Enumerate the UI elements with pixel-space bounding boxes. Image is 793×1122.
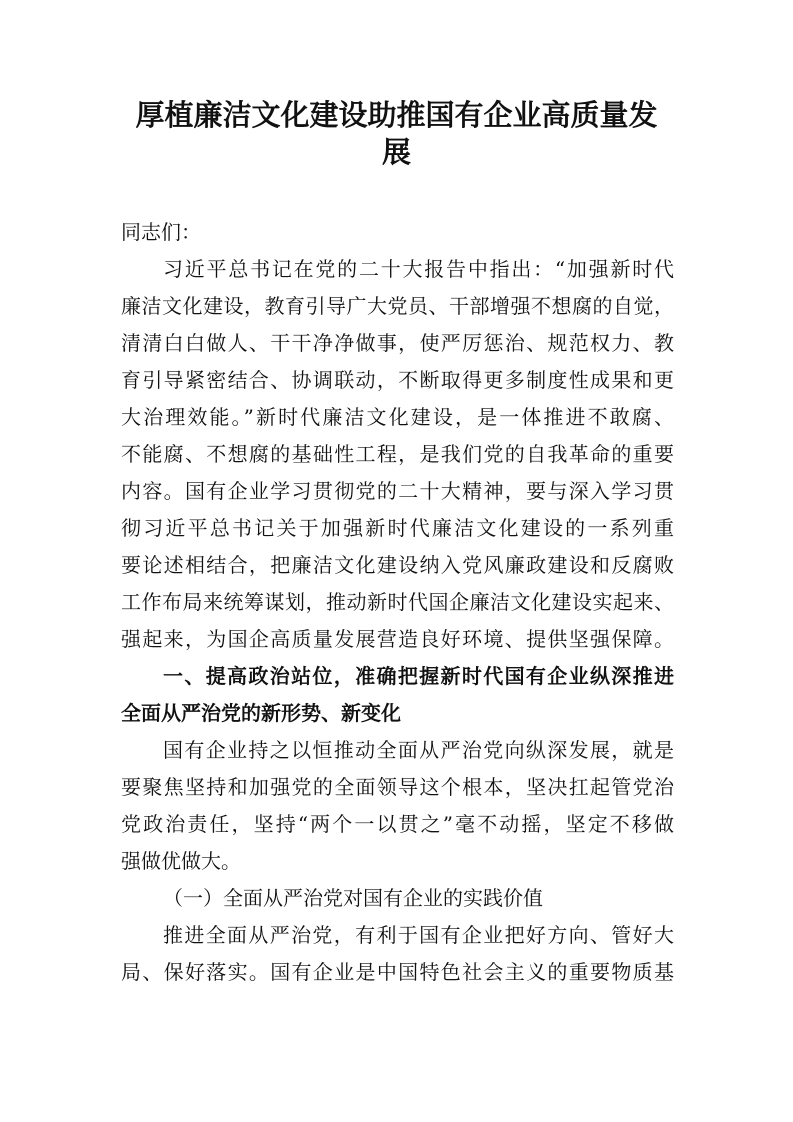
paragraph [121,732,674,880]
text-line: 不能腐、不想腐的基础性工程，是我们党的自我革命的重要 [121,442,674,466]
text-line: 强起来，为国企高质量发展营造良好环境、提供坚强保障。 [121,627,674,651]
text-line: 党政治责任，坚持“两个一以贯之”毫不动摇，坚定不移做 [121,812,674,836]
text-line: 育引导紧密结合、协调联动，不断取得更多制度性成果和更 [121,368,674,392]
text-line: 一、提高政治站位，准确把握新时代国有企业纵深推进 [163,664,674,688]
text-line: 工作布局来统筹谋划，推动新时代国企廉洁文化建设实起来、 [121,590,674,614]
salutation: 同志们： [121,220,201,244]
text-line: 要聚焦坚持和加强党的全面领导这个根本，坚决扛起管党治 [121,775,674,799]
paragraph [121,251,674,658]
text-line: 推进全面从严治党，有利于国有企业把好方向、管好大 [163,923,674,947]
text-line: 局、保好落实。国有企业是中国特色社会主义的重要物质基 [121,960,674,984]
paragraph [121,917,674,991]
title-line: 厚植廉洁文化建设助推国有企业高质量发 [135,98,658,132]
text-line: 清清白白做人、干干净净做事，使严厉惩治、规范权力、教 [121,331,674,355]
title-line: 展 [381,135,411,169]
text-line: 强做优做大。 [121,849,241,873]
text-line: 全面从严治党的新形势、新变化 [121,701,401,725]
text-line: 国有企业持之以恒推动全面从严治党向纵深发展，就是 [163,738,674,762]
text-line: 习近平总书记在党的二十大报告中指出：“加强新时代 [163,257,674,281]
text-line: （一）全面从严治党对国有企业的实践价值 [163,886,543,910]
text-line: 彻习近平总书记关于加强新时代廉洁文化建设的一系列重 [121,516,674,540]
document-body [121,214,674,991]
text-line: 要论述相结合，把廉洁文化建设纳入党风廉政建设和反腐败 [121,553,674,577]
section-heading [121,658,674,732]
text-line: 内容。国有企业学习贯彻党的二十大精神，要与深入学习贯 [121,479,674,503]
subsection-heading [121,880,674,917]
text-line: 大治理效能。”新时代廉洁文化建设，是一体推进不敢腐、 [121,405,674,429]
text-line: 廉洁文化建设，教育引导广大党员、干部增强不想腐的自觉， [121,294,674,318]
document-title [110,97,683,171]
